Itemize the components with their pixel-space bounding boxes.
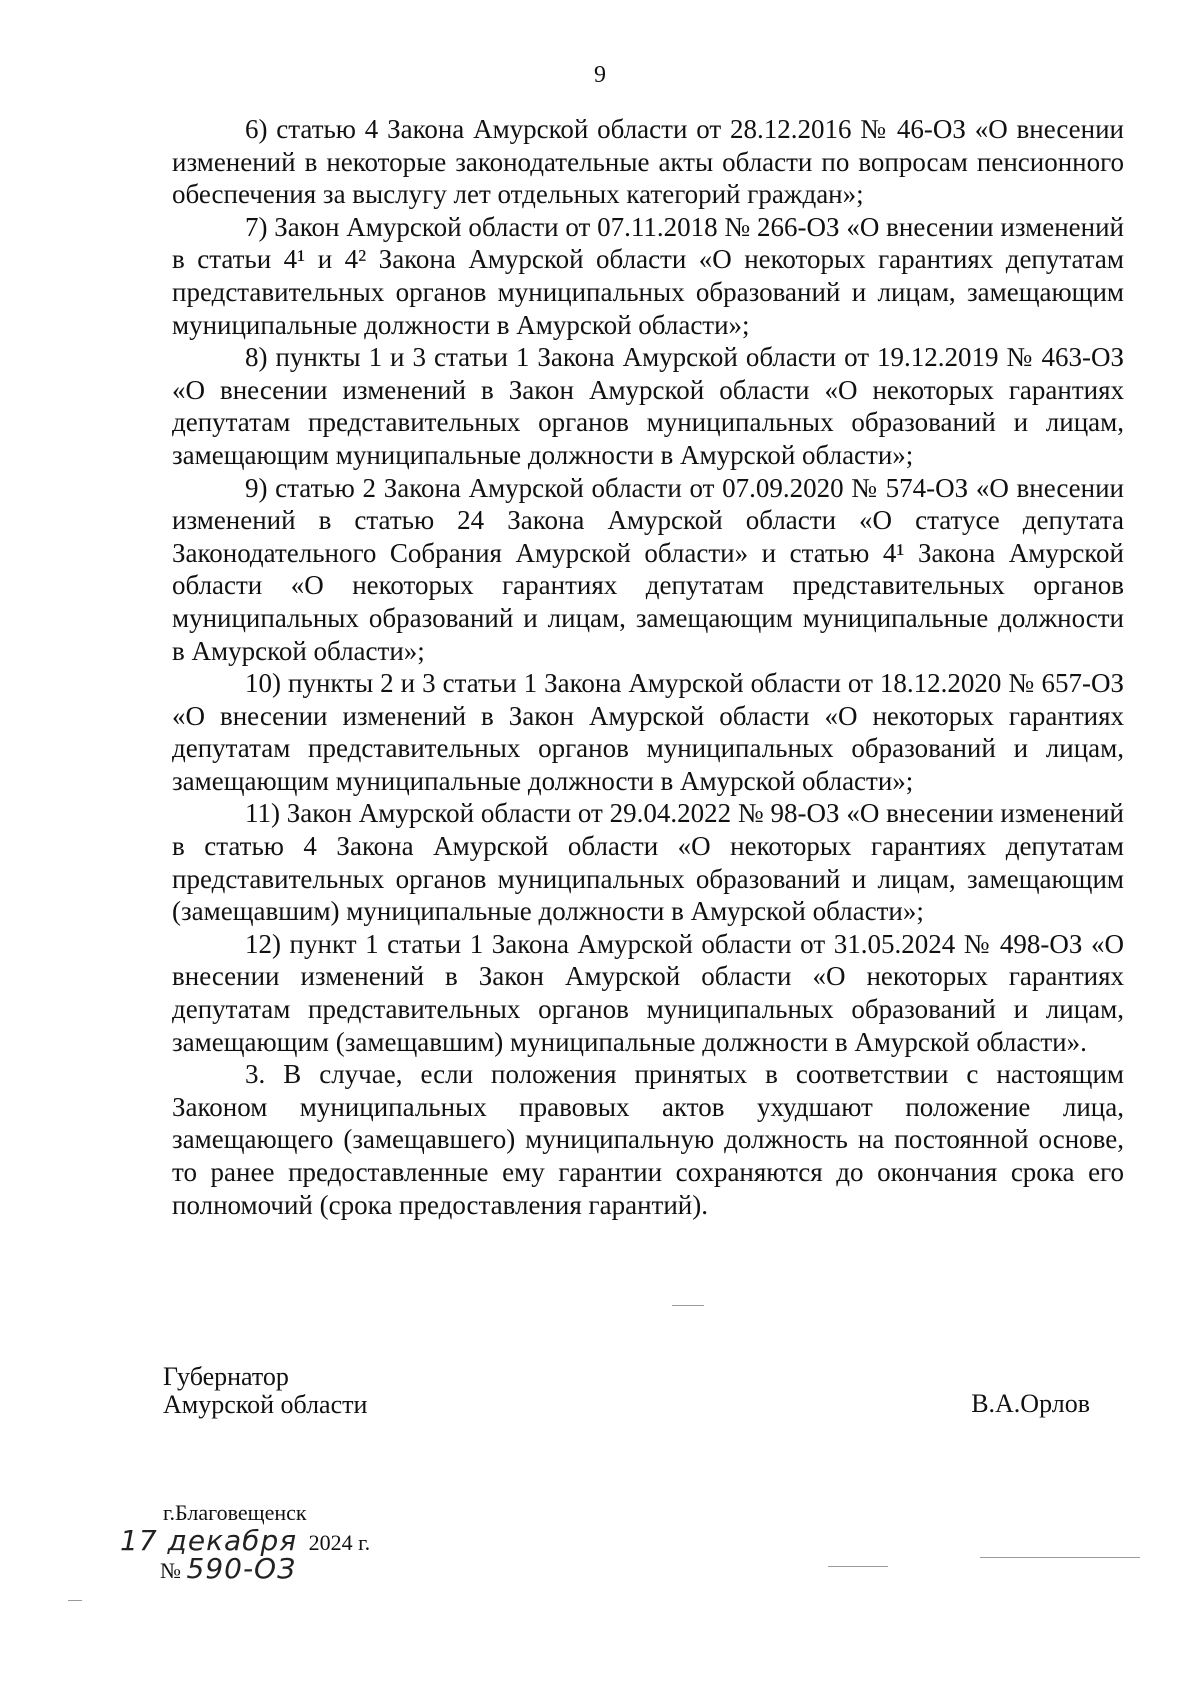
handwritten-date: 17 декабря: [120, 1524, 298, 1557]
document-body: [172, 113, 1124, 1221]
signatory-name: В.А.Орлов: [971, 1389, 1090, 1418]
signatory-title-line1: Губернатор: [163, 1362, 289, 1391]
list-item-10: 10) пункты 2 и 3 статьи 1 Закона Амурской области от 18.12.2020 № 657-ОЗ «О внесении изменений в Закон Амурской области «О некоторых гарантиях депутатам представительных органов муниципальных образований и лицам, замещающим муниципальные должности в Амурской области»;: [172, 668, 1124, 796]
list-item-6: 6) статью 4 Закона Амурской области от 28.12.2016 № 46-ОЗ «О внесении изменений в некоторые законодательные акты области по вопросам пенсионного обеспечения за выслугу лет отдельных категорий граждан»;: [172, 114, 1124, 210]
signing-year: 2024 г.: [308, 1530, 371, 1555]
law-number: [160, 1552, 296, 1585]
place-of-signing: г.Благовещенск: [163, 1500, 307, 1525]
scan-artifact-line: [68, 1600, 82, 1601]
scan-artifact-line: [980, 1557, 1140, 1558]
list-item-9: 9) статью 2 Закона Амурской области от 07.09.2020 № 574-ОЗ «О внесении изменений в статью 24 Закона Амурской области «О статусе депутата Законодательного Собрания Амурской области» и статью 4¹ Закона Амурской области «О некоторых гарантиях депутатам представительных органов муниципальных образований и лицам, замещающим муниципальные должности в Амурской области»;: [172, 472, 1124, 666]
signatory-title: [163, 1363, 367, 1419]
list-item-8: 8) пункты 1 и 3 статьи 1 Закона Амурской области от 19.12.2019 № 463-ОЗ «О внесении изменений в Закон Амурской области «О некоторых гарантиях депутатам представительных органов муниципальных образований и лицам, замещающим муниципальные должности в Амурской области»;: [172, 342, 1124, 470]
handwritten-law-number: 590-ОЗ: [186, 1552, 297, 1585]
page-number: 9: [594, 62, 606, 88]
signatory-title-line2: Амурской области: [163, 1390, 368, 1419]
list-item-11: 11) Закон Амурской области от 29.04.2022 № 98-ОЗ «О внесении изменений в статью 4 Закона Амурской области «О некоторых гарантиях депутатам представительных органов муниципальных образований и лицам, замещающим (замещавшим) муниципальные должности в Амурской области»;: [172, 798, 1124, 927]
scan-artifact-line: [828, 1566, 888, 1567]
list-item-7: 7) Закон Амурской области от 07.11.2018 № 266-ОЗ «О внесении изменений в статьи 4¹ и 4² Закона Амурской области «О некоторых гарантиях депутатам представительных органов муниципальных образований и лицам, замещающим муниципальные должности в Амурской области»;: [172, 211, 1124, 340]
list-item-12: 12) пункт 1 статьи 1 Закона Амурской области от 31.05.2024 № 498-ОЗ «О внесении изменений в Закон Амурской области «О некоторых гарантиях депутатам представительных органов муниципальных образований и лицам, замещающим (замещавшим) муниципальные должности в Амурской области».: [172, 928, 1124, 1057]
scan-artifact-line: [672, 1305, 704, 1306]
section-3-paragraph: 3. В случае, если положения принятых в соответствии с настоящим Законом муниципальных правовых актов ухудшают положение лица, замещающего (замещавшего) муниципальную должность на постоянной основе, то ранее предоставленные ему гарантии сохраняются до окончания срока его полномочий (срока предоставления гарантий).: [172, 1059, 1124, 1220]
number-sign: №: [160, 1558, 181, 1583]
